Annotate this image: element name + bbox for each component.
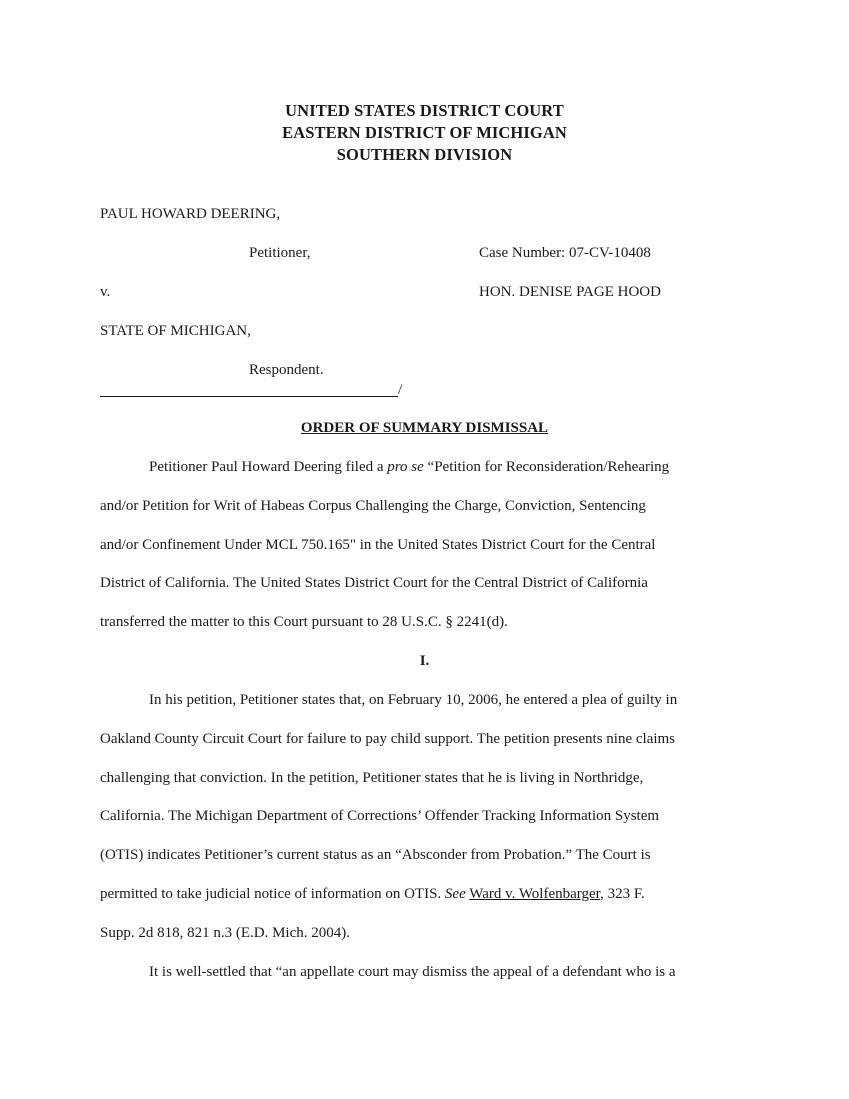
paragraph-1-line-2: and/or Petition for Writ of Habeas Corpus Challenging the Charge, Conviction, Sentencing [100,498,646,514]
paragraph-2-line-6: permitted to take judicial notice of information on OTIS. See Ward v. Wolfenbarger, 323 F. [100,886,645,902]
paragraph-2-line-7: Supp. 2d 818, 821 n.3 (E.D. Mich. 2004). [100,925,350,941]
paragraph-3-line-1: It is well-settled that “an appellate court may dismiss the appeal of a defendant who is a [149,964,676,980]
petitioner-role: Petitioner, [249,245,311,261]
paragraph-1-line-4: District of California. The United States District Court for the Central District of California [100,575,648,591]
respondent-name: STATE OF MICHIGAN, [100,323,251,339]
see-signal: See [444,886,466,902]
caption-rule [100,396,398,397]
paragraph-2-line-2: Oakland County Circuit Court for failure to pay child support. The petition presents nine claims [100,731,676,747]
respondent-role: Respondent. [249,362,324,378]
case-citation-ward: Ward v. Wolfenbarger [469,886,601,902]
division-heading: SOUTHERN DIVISION [336,145,513,164]
caption-rule-end: / [398,382,403,398]
versus: v. [100,284,111,300]
paragraph-1-line-5: transferred the matter to this Court pursuant to 28 U.S.C. § 2241(d). [100,614,508,630]
paragraph-1-line-1: Petitioner Paul Howard Deering filed a pro se “Petition for Reconsideration/Rehearing [149,459,670,475]
section-heading-i: I. [419,653,430,669]
paragraph-1-line-3: and/or Confinement Under MCL 750.165" in the United States District Court for the Central [100,537,656,553]
paragraph-2-line-1: In his petition, Petitioner states that, on February 10, 2006, he entered a plea of guilty in [149,692,678,708]
petitioner-name: PAUL HOWARD DEERING, [100,206,281,222]
paragraph-2-line-4: California. The Michigan Department of Corrections’ Offender Tracking Information System [100,808,660,824]
case-number: Case Number: 07-CV-10408 [479,245,651,261]
judge-name: HON. DENISE PAGE HOOD [479,284,661,300]
district-heading: EASTERN DISTRICT OF MICHIGAN [282,123,567,142]
pro-se-term: pro se [387,459,424,475]
order-title: ORDER OF SUMMARY DISMISSAL [300,420,549,436]
court-name-heading: UNITED STATES DISTRICT COURT [285,101,564,120]
paragraph-2-line-5: (OTIS) indicates Petitioner’s current status as an “Absconder from Probation.” The Court is [100,847,651,863]
paragraph-2-line-3: challenging that conviction. In the petition, Petitioner states that he is living in Northridge, [100,770,644,786]
